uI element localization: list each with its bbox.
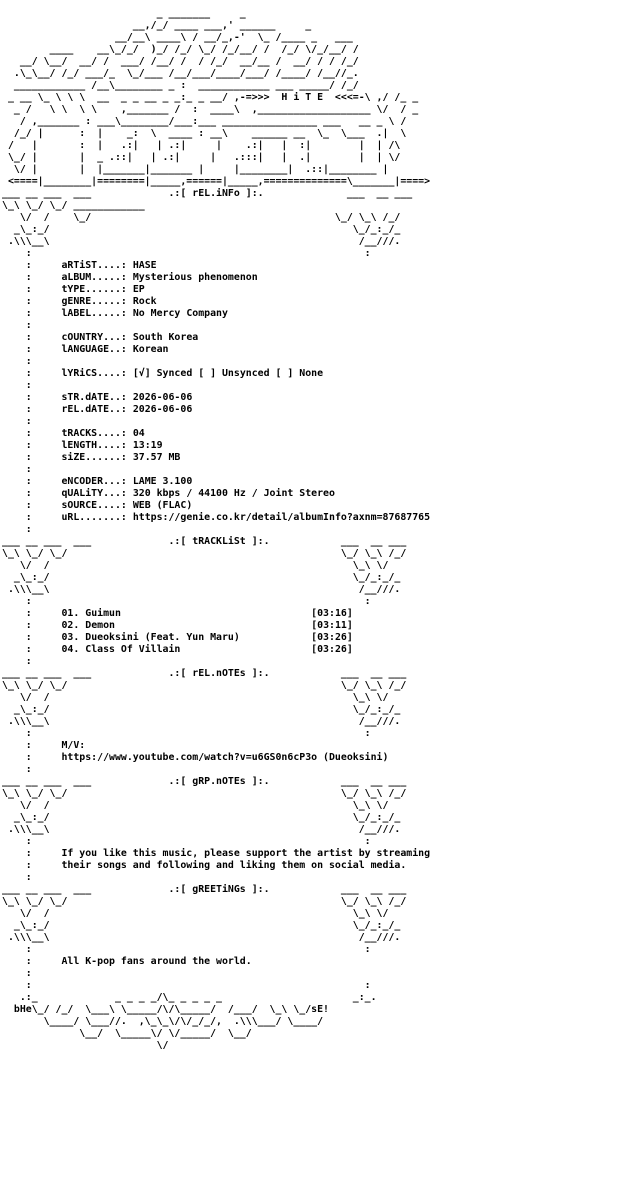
genre-value: Rock [132,296,157,307]
section-title-rel-info: .:[ rEL.iNFo ]:. [168,188,264,199]
footer-tag-left: bHe [13,1004,32,1015]
country-value: South Korea [132,332,199,343]
section-title-rel-notes: .:[ rEL.nOTEs ]:. [168,668,270,679]
encoder-value: LAME 3.100 [132,476,193,487]
source-value: WEB (FLAC) [132,500,193,511]
lyrics-value: [√] Synced [ ] Unsynced [ ] None [132,368,324,379]
section-title-grp-notes: .:[ gRP.nOTEs ]:. [168,776,270,787]
language-value: Korean [132,344,169,355]
rel-date-value: 2026-06-06 [132,404,193,415]
quality-value: 320 kbps / 44100 Hz / Joint Stereo [132,488,335,499]
nfo-document: _ _______ _ __,/_/ ____ ___,' ______ _ __/__\ ____\ / __/_,-' \_ /____ _ ___ ____ __\_/_/ )_/ /_/ \_/ /_/__/ / /_/ \/_/__/ / __/ \__/ __/ / ___/ /__/ / / /_/ __/__ / __/ / / /_/ .\_\__/ /_/ ___/_ \_/___ /__/___/____/___/ /____/ /__//_. ____________ /__\________ _ : ____________ ___ _____/ /_/ _ __ \_ \ \ \ __ _ _ __ _ _:_ _ __/ ,-=>>> H i T E <<<=-\ ,/ /_ _ _ / \ \ \ \ ,_______ / : ____\ ,___________________ \/ / _ / ,_______ : ___\________/___:___ ________________ ___ __ _ \ / /_/ | : | _: \ ____ : __\ ______ __ \_ \___ .| \ / | : | .:| | .:| | .:| | :| | | /\ \_/ | | _ .::| | .:| | .:::| | .| | | \/ \/ | | |_______|_______ | |________| .::|________ | <====|________|========|_____,======|_____,==============\_______|====> ___ __ ___ ___ .:[ rEL.iNFo ]:. ___ __ ___ \_\ \_/ \_/ ____________ \/ / \_/ \_/ \_\ /_/ _\_:_/ \_/_:_/_ .\\\__\ /__///. : : : aRTiST....: HASE : aLBUM.....: Mysterious phenomenon : tYPE......: EP : gENRE.....: Rock : lABEL.....: No Mercy Company : : cOUNTRY...: South Korea : lANGUAGE..: Korean : : lYRiCS....: [√] Synced [ ] Unsynced [ ] None : : sTR.dATE..: 2026-06-06 : rEL.dATE..: 2026-06-06 : : tRACKS....: 04 : lENGTH....: 13:19 : siZE......: 37.57 MB : : eNCODER...: LAME 3.100 : qUALiTY...: 320 kbps / 44100 Hz / Joint Stereo : sOURCE....: WEB (FLAC) : uRL.......: https://genie.co.kr/detail/albumInfo?axnm=87687765 : ___ __ ___ ___ .:[ tRACKLiSt ]:. ___ __ ___ \_\ \_/ \_/ \_/ \_\ /_/ \/ / \_\ \/ _\_:_/ \_/_:_/_ .\\\__\ /__///. : : : 01. Guimun [03:16] : 02. Demon [03:11] : 03. Dueoksini (Feat. Yun Maru) [03:26] : 04. Class Of Villain [03:26] : ___ __ ___ ___ .:[ rEL.nOTEs ]:. ___ __ ___ \_\ \_/ \_/ \_/ \_\ /_/ \/ / \_\ \/ _\_:_/ \_/_:_/_ .\\\__\ /__///. : : : M/V: : https://www.youtube.com/watch?v=u6GS0n6cP3o (Dueoksini) : ___ __ ___ ___ .:[ gRP.nOTEs ]:. ___ __ ___ \_\ \_/ \_/ \_/ \_\ /_/ \/ / \_\ \/ _\_:_/ \_/_:_/_ .\\\__\ /__///. : : : If you like this music, please support the artist by streaming : their songs and following and liking them on social media. : ___ __ ___ ___ .:[ gREETiNGs ]:. ___ __ ___ \_\ \_/ \_/ \_/ \_\ /_/ \/ / \_\ \/ _\_:_/ \_/_:_/_ .\\\__\ /__///. : : : All K-pop fans around the world. : : : .:_ _ _ _ _/\_ _ _ _ _ _:_. bHe\_/ /_/ \___\ \_____/\/\_____/ /___/ \_\ \_/sE! \____/ \___//. ,\_\_\/\/_/_/, .\\\___/ \____/ \__/ \_____\/ \/_____/ \__/ \/ [2,8,431,1051]
track-1: 01. Guimun [61,608,121,619]
footer-tag-right: sE! [311,1004,330,1015]
divider-rel-info: ___ __ ___ ___ [2,188,169,199]
label-value: No Mercy Company [132,308,228,319]
section-title-tracklist: .:[ tRACKLiSt ]:. [168,536,270,547]
length-value: 13:19 [132,440,163,451]
artist-value: HASE [132,260,157,271]
header-logo-art: _ _______ _ __,/_/ ____ ___,' ______ _ __/__\ ____\ / __/_,-' \_ /____ _ ___ ____ __\_/_/ )_/ /_/ \_/ /_/__/ / /_/ \/_/__/ / __/ \__/ __/ / ___/ /__/ / / /_/ __/__ / __/ / / /_/ .\_\__/ /_/ ___/_ \_/___ /__/___/____/___/ /____/ /__//_. ____________ /__\________ _ : ____________ ___ _____/ /_/ _ __ \_ \ \ \ __ _ _ __ _ _:_ _ __/ ,-=>>> H i T E <<<=-\ ,/ /_ _ _ / \ \ \ \ ,_______ / : ____\ ,___________________ \/ / _ / ,_______ : ___\________/___:___ ________________ ___ __ _ \ / /_/ | : | _: \ ____ : __\ ______ __ \_ \___ .| \ / | : | .:| | .:| | .:| | :| | | /\ \_/ | | _ .::| | .:| | .:::| | .| | | \/ \/ | | |_______|_______ | |________| .::|________ | <====|________|========|_____,======|_____,==============\_______|====> [7,8,431,187]
url-value: https://genie.co.kr/detail/albumInfo?axnm=87687765 [132,512,431,523]
track-4: 04. Class Of Villain [61,644,181,655]
youtube-link[interactable]: https://www.youtube.com/watch?v=u6GS0n6cP3o (Dueoksini) [61,752,389,763]
type-value: EP [132,284,145,295]
size-value: 37.57 MB [132,452,181,463]
tracks-value: 04 [132,428,145,439]
str-date-value: 2026-06-06 [132,392,193,403]
section-title-greetings: .:[ gREETiNGs ]:. [168,884,270,895]
album-value: Mysterious phenomenon [132,272,258,283]
track-2: 02. Demon [61,620,115,631]
track-3: 03. Dueoksini (Feat. Yun Maru) [61,632,240,643]
